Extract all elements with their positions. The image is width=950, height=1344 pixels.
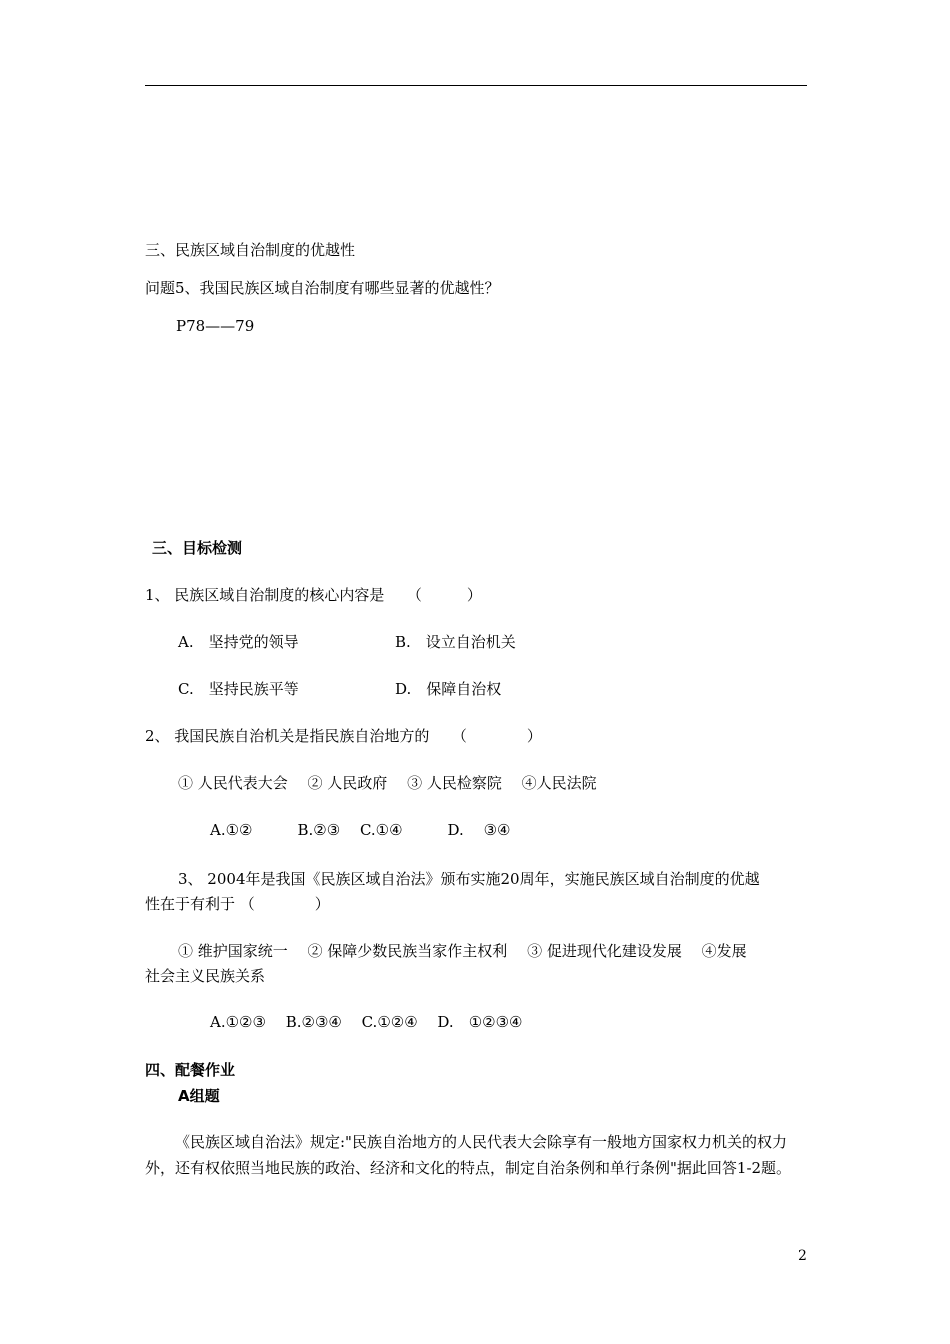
q3-items-line1: ① 维护国家统一 ② 保障少数民族当家作主权利 ③ 促进现代化建设发展 ④发展 [178,942,747,960]
passage-paragraph: 《民族区域自治法》规定:"民族自治地方的人民代表大会除享有一般地方国家权力机关的权力外，还有权依照当地民族的政治、经济和文化的特点，制定自治条例和单行条例"据此回答1-2题。 [145,1133,792,1177]
homework-heading: 四、配餐作业 [145,1061,236,1079]
q1-option-d: D. 保障自治权 [395,680,502,698]
q2-choices: A.①② B.②③ C.①④ D. ③④ [210,821,511,839]
page-reference: P78——79 [176,317,255,335]
group-a-heading: A组题 [178,1087,220,1105]
q3-stem-line1: 3、 2004年是我国《民族区域自治法》颁布实施20周年，实施民族区域自治制度的优越 [178,870,760,888]
question-5: 问题5、我国民族区域自治制度有哪些显著的优越性？ [145,279,500,297]
q3-stem-line2: 性在于有利于 （ ） [145,895,330,913]
header-rule [145,85,807,86]
q2-stem: 2、 我国民族自治机关是指民族自治地方的 （ ） [145,727,542,745]
target-test-heading: 三、目标检测 [152,539,243,557]
page-number: 2 [798,1248,807,1264]
q3-choices: A.①②③ B.②③④ C.①②④ D. ①②③④ [210,1013,523,1031]
section-title: 三、民族区域自治制度的优越性 [145,241,356,259]
q3-items-line2: 社会主义民族关系 [145,967,266,985]
q2-items: ① 人民代表大会 ② 人民政府 ③ 人民检察院 ④人民法院 [178,774,597,792]
q1-option-b: B. 设立自治机关 [395,633,516,651]
q1-option-a: A. 坚持党的领导 [178,633,299,651]
q1-stem: 1、 民族区域自治制度的核心内容是 （ ） [145,586,482,604]
q1-option-c: C. 坚持民族平等 [178,680,299,698]
